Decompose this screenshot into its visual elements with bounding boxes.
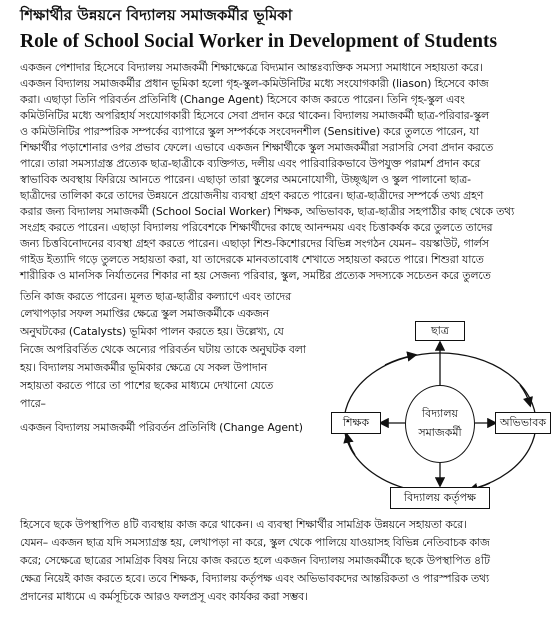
body-line: একজন বিদ্যালয় সমাজকর্মীর প্রধান ভূমিকা হলো গৃহ-স্কুল-কমিউনিটির মধ্যে সংযোগকারী (liason) হিসেবে কাজ	[20, 77, 489, 90]
body-line: ও কমিউনিটির পারস্পরিক সম্পর্কের ব্যাপারে স্কুল সম্পর্ককে সংবেদনশীল (Sensitive) করে তুলতে পারেন, যা	[20, 125, 479, 138]
body-line: স্বাভাবিক অবস্থায় ফিরিয়ে আনতে পারেন। এছাড়া তারা স্কুলের অমনোযোগী, উচ্ছৃঙ্খল ও স্কুল পালানো ছাত্র-	[20, 173, 471, 186]
tail-line: যেমন– একজন ছাত্র যদি সমস্যাগ্রস্ত হয়, লেখাপড়া না করে, স্কুল থেকে পালিয়ে যাওয়াসহ বিভিন্ন নেতিবাচক কাজ	[20, 536, 490, 549]
wrap-line: নিজে অপরিবর্তিত থেকে অন্যের পরিবর্তন ঘটায় তাকে অনুঘটক বলা	[20, 343, 306, 356]
body-line: সংগ্রহ করতে পারেন। এছাড়া বিদ্যালয় পরিবেশকে শিক্ষার্থীদের কাছে আনন্দময় এবং চিত্তাকর্ষক করে তুলতে তাদের	[20, 221, 493, 234]
school-authority-box: বিদ্যালয় কর্তৃপক্ষ	[390, 487, 490, 509]
guardian-box: অভিভাবক	[495, 412, 551, 434]
english-title: Role of School Social Worker in Development of Students	[20, 31, 498, 52]
teacher-box: শিক্ষক	[331, 412, 381, 434]
wrap-line: লেখাপড়ার সফল সমাপ্তির ক্ষেত্রে স্কুল সমাজকর্মীকে একজন	[20, 307, 269, 320]
tail-line: হিসেবে ছকে উপস্থাপিত ৪টি ব্যবস্থায় কাজ করে থাকেন। এ ব্যবস্থা শিক্ষার্থীর সামগ্রিক উন্নয়নে সহায়তা করে।	[20, 518, 467, 531]
bengali-title: শিক্ষার্থীর উন্নয়নে বিদ্যালয় সমাজকর্মীর ভূমিকা	[20, 6, 293, 24]
wrap-line: পারে–	[20, 397, 46, 410]
school-social-worker-circle	[405, 385, 475, 463]
body-line: পারে। তারা সমস্যাগ্রস্ত প্রত্যেক ছাত্র-ছাত্রীকে ব্যক্তিগত, দলীয় এবং পারিবারিকভাবে উপযুক্ত পরামর্শ প্রদান করে	[20, 157, 481, 170]
tail-line: ক্ষেত্র নিয়েই কাজ করতে হবে। তবে শিক্ষক, বিদ্যালয় কর্তৃপক্ষ এবং অভিভাবকদের আন্তরিকতা ও পারস্পরিক তথ্য	[20, 572, 490, 585]
wrap-line: হয়। বিদ্যালয় সমাজকর্মীর ভূমিকার ক্ষেত্রে যে সকল উপাদান	[20, 361, 268, 374]
wrap-line: একজন বিদ্যালয় সমাজকর্মী পরিবর্তন প্রতিনিধি (Change Agent)	[20, 421, 303, 434]
wrap-line: অনুঘটকের (Catalysts) ভূমিকা পালন করতে হয়। উল্লেখ্য, যে	[20, 325, 284, 338]
body-line: শারীরিক ও মানসিক নির্যাতনের শিকার না হয় সেজন্য পরিবার, স্কুল, সমষ্টির প্রত্যেক সদস্যকে সচেতন করে তুলতে	[20, 269, 491, 282]
body-line: ছাত্রীদের তালিকা করে তাদের উন্নয়নে প্রয়োজনীয় ব্যবস্থা গ্রহণ করতে পারেন। ছাত্র-ছাত্রীদের সম্পর্কে তথ্য গ্রহণ	[20, 189, 484, 202]
center-label-line2: সমাজকর্মী	[418, 426, 462, 439]
wrap-line: সহায়তা করতে পারে তা পাশের ছকের মাধ্যমে দেখানো যেতে	[20, 379, 274, 392]
body-line: করা। এছাড়া তিনি পরিবর্তন প্রতিনিধি (Change Agent) হিসেবে কাজ করতে পারেন। তিনি গৃহ-স্কুল এবং	[20, 93, 465, 106]
wrap-line: তিনি কাজ করতে পারেন। মূলত ছাত্র-ছাত্রীর কল্যাণে এবং তাদের	[20, 290, 291, 303]
body-line: জন্য চিত্তবিনোদনের ব্যবস্থা গ্রহণ করতে পারেন। এছাড়া শিশু-কিশোরদের বিভিন্ন সংগঠন যেমন– বয়স্কাউট, গার্লস	[20, 237, 489, 250]
center-label-line1: বিদ্যালয়	[421, 407, 459, 420]
relationship-diagram	[325, 305, 553, 520]
body-line: একজন পেশাদার হিসেবে বিদ্যালয় সমাজকর্মী শিক্ষাক্ষেত্রে বিদ্যমান আন্তঃব্যক্তিক সমস্যা সমাধানে সহায়তা করে।	[20, 61, 483, 74]
cycle-arrow	[385, 355, 415, 365]
body-line: কমিউনিটির মধ্যে অপরিহার্য সংযোগকারী হিসেবে সেবা প্রদান করে থাকেন। বিদ্যালয় সমাজকর্মী ছাত্র-পরিবার-স্কুল	[20, 109, 489, 122]
body-line: করার জন্য বিদ্যালয় সমাজকর্মী (School Social Worker) শিক্ষক, অভিভাবক, ছাত্র-ছাত্রীর সহপাঠীর কাছ থেকে তথ্য	[20, 205, 515, 218]
body-line: শিক্ষার্থীর পড়াশোনার ওপর প্রভাব ফেলে। এভাবে একজন শিক্ষার্থীকে স্কুল সমাজকর্মীরা সরাসরি সেবা প্রদান করতে	[20, 141, 493, 154]
tail-line: প্রদানের মাধ্যমে এ কর্মসূচিকে আরও ফলপ্রসূ এবং কার্যকর করা সম্ভব।	[20, 590, 308, 603]
tail-line: করে; সেক্ষেত্রে ছাত্রের সামগ্রিক বিষয় নিয়ে কাজ করতে হলে একজন বিদ্যালয় সমাজকর্মীকে ছকে উপস্থাপিত ৪টি	[20, 554, 490, 567]
body-line: গাইড ইত্যাদি গড়ে তুলতে সহায়তা করা, যা তাদেরকে মানবতাবোধ শেখাতে সহায়তা করতে পারে। শিশুরা যাতে	[20, 253, 484, 266]
student-box: ছাত্র	[415, 321, 465, 341]
